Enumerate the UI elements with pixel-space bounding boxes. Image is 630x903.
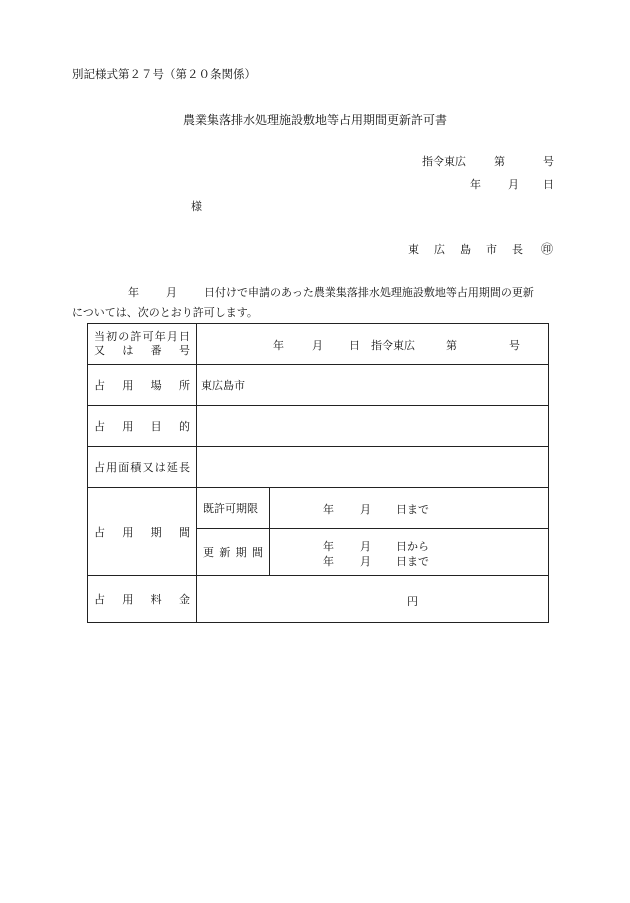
value-area (197, 447, 549, 488)
row-location (88, 365, 549, 406)
row-fee (88, 576, 549, 623)
issuer-char: 東 (408, 243, 419, 256)
row-original-permit (88, 324, 549, 365)
body-nen: 年 (128, 286, 139, 299)
label-existing-limit: 既許可期限 (197, 488, 270, 529)
label-fee: 占 用 料 金 (88, 576, 197, 623)
issuer-char: 島 (460, 243, 471, 256)
label-original-permit: 当 初 の 許 可 年 月 日 又 は 番 号 (88, 324, 197, 365)
issuer-name (408, 241, 523, 257)
issuer-char: 長 (512, 243, 523, 256)
addressee-suffix: 様 (191, 200, 202, 213)
value-location: 東広島市 (197, 365, 549, 406)
value-existing-limit: 年 月 日まで (270, 488, 549, 529)
issuer-char: 市 (486, 243, 497, 256)
label-renewal-period: 更 新 期 間 (197, 529, 270, 576)
row-purpose (88, 406, 549, 447)
label-location: 占 用 場 所 (88, 365, 197, 406)
value-purpose (197, 406, 549, 447)
body-line2: については、次のとおり許可します。 (72, 306, 258, 319)
label-purpose: 占 用 目 的 (88, 406, 197, 447)
body-line1: 日付けで申請のあった農業集落排水処理施設敷地等占用期間の更新 (204, 286, 534, 299)
ref-prefix: 指令東広 (422, 155, 466, 168)
body-tsuki: 月 (166, 286, 177, 299)
date-hi: 日 (543, 178, 554, 191)
document-title: 農業集落排水処理施設敷地等占用期間更新許可書 (182, 113, 447, 127)
date-nen: 年 (470, 178, 481, 191)
value-original-permit: 年 月 日 指令東広 第 号 (197, 324, 549, 365)
ref-dai: 第 (494, 155, 505, 168)
permit-table (87, 323, 549, 623)
row-area (88, 447, 549, 488)
issuer-char: 広 (434, 243, 445, 256)
form-number: 別記様式第２７号（第２０条関係） (72, 67, 256, 81)
value-renewal-period: 年 月 日から 年 月 日まで (270, 529, 549, 576)
seal-mark: ㊞ (541, 242, 554, 256)
label-period: 占 用 期 間 (88, 488, 197, 576)
value-fee: 円 (197, 576, 549, 623)
ref-go: 号 (543, 155, 554, 168)
label-area: 占 用 面 積 又 は 延 長 (88, 447, 197, 488)
date-tsuki: 月 (508, 178, 519, 191)
row-period-existing (88, 488, 549, 529)
